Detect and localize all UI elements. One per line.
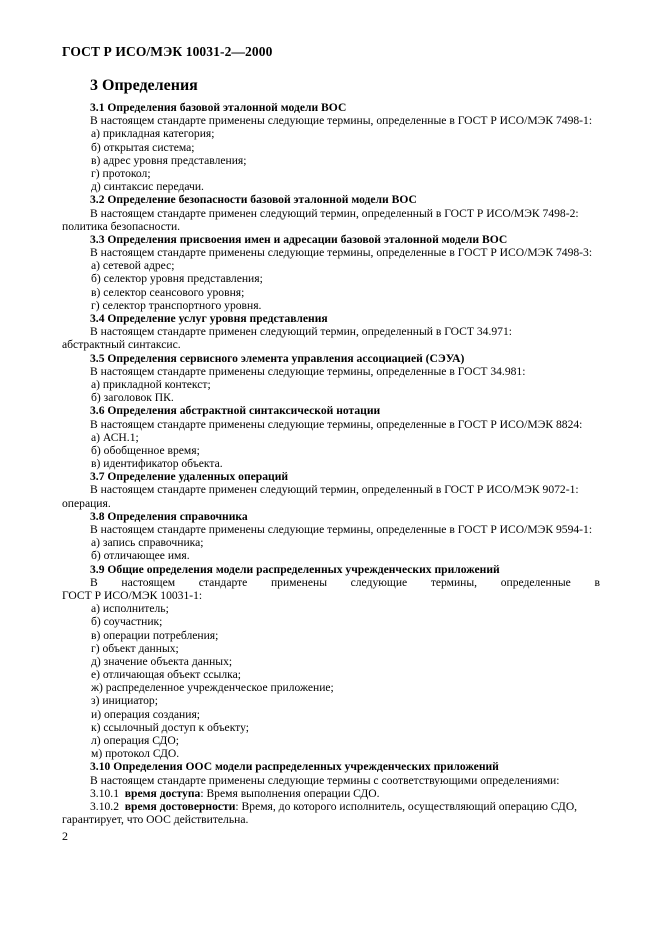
paragraph-continuation: ГОСТ Р ИСО/МЭК 10031-1:	[62, 588, 203, 602]
word: термины,	[430, 575, 478, 589]
word: настоящем	[121, 575, 176, 589]
paragraph-continuation: операция.	[62, 496, 111, 510]
list-item: а) запись справочника;	[91, 536, 204, 550]
subsection-title-3-7: 3.7 Определение удаленных операций	[90, 470, 289, 484]
list-item: е) отличающая объект ссылка;	[91, 668, 241, 682]
list-item: в) адрес уровня представления;	[91, 153, 247, 167]
paragraph: В настоящем стандарте применен следующий термин, определенный в ГОСТ Р ИСО/МЭК 7498-2:	[90, 206, 579, 220]
list-item: м) протокол СДО.	[91, 747, 180, 761]
word: определенные	[500, 575, 571, 589]
definition-term: время достоверности	[124, 799, 236, 813]
paragraph: В настоящем стандарте применены следующие термины, определенные в ГОСТ Р ИСО/МЭК 9594-1:	[90, 523, 593, 536]
subsection-title-3-6: 3.6 Определения абстрактной синтаксической нотации	[90, 404, 381, 418]
subsection-title-3-8: 3.8 Определения справочника	[90, 509, 248, 523]
definition-term: время доступа	[124, 786, 201, 800]
section-title: 3 Определения	[90, 77, 198, 94]
subsection-title-3-5: 3.5 Определения сервисного элемента управления ассоциацией (СЭУА)	[90, 351, 465, 365]
paragraph: В настоящем стандарте применены следующие термины, определенные в ГОСТ Р ИСО/МЭК 7498-1:	[90, 114, 593, 128]
paragraph: В настоящем стандарте применены следующие термины с соответствующими определениями:	[90, 773, 560, 787]
paragraph-continuation: абстрактный синтаксис.	[62, 338, 181, 352]
list-item: в) операции потребления;	[91, 628, 219, 642]
list-item: а) АСН.1;	[91, 430, 139, 444]
list-item: и) операция создания;	[91, 707, 201, 721]
word: следующие	[350, 575, 408, 589]
list-item: б) селектор уровня представления;	[91, 272, 263, 286]
list-item: б) отличающее имя.	[91, 549, 190, 563]
list-item: ж) распределенное учрежденческое приложение;	[91, 681, 334, 695]
list-item: г) протокол;	[91, 166, 151, 180]
paragraph: В настоящем стандарте применены следующие термины, определенные в ГОСТ Р ИСО/МЭК 8824:	[90, 417, 583, 431]
section-content	[62, 101, 600, 826]
word: стандарте	[198, 575, 248, 589]
list-item: б) обобщенное время;	[91, 443, 200, 457]
list-item: д) синтаксис передачи.	[91, 180, 204, 194]
definition-number: 3.10.2	[90, 799, 119, 813]
paragraph-continuation: политика безопасности.	[62, 219, 181, 233]
list-item: б) заголовок ПК.	[91, 391, 174, 405]
definition-number: 3.10.1	[90, 786, 119, 800]
definition-3-10-1	[62, 787, 600, 800]
subsection-title-3-3: 3.3 Определения присвоения имен и адресации базовой эталонной модели ВОС	[90, 232, 508, 246]
list-item: а) прикладной контекст;	[91, 377, 211, 391]
subsection-title-3-1: 3.1 Определения базовой эталонной модели ВОС	[90, 101, 347, 114]
list-item: б) открытая система;	[91, 140, 195, 154]
list-item: г) селектор транспортного уровня.	[91, 298, 262, 312]
document-header: ГОСТ Р ИСО/МЭК 10031-2—2000	[62, 44, 273, 59]
page-number: 2	[62, 829, 68, 843]
list-item: в) идентификатор объекта.	[91, 457, 223, 471]
list-item: д) значение объекта данных;	[91, 654, 233, 668]
list-item: к) ссылочный доступ к объекту;	[91, 720, 249, 734]
list-item: а) прикладная категория;	[91, 127, 215, 141]
list-item: з) инициатор;	[91, 694, 158, 708]
paragraph: В настоящем стандарте применен следующий термин, определенный в ГОСТ 34.971:	[90, 325, 512, 339]
list-item: а) сетевой адрес;	[91, 259, 175, 273]
paragraph: В настоящем стандарте применен следующий термин, определенный в ГОСТ Р ИСО/МЭК 9072-1:	[90, 483, 579, 497]
list-item: в) селектор сеансового уровня;	[91, 285, 245, 299]
paragraph-continuation: гарантирует, что ООС действительна.	[62, 813, 249, 827]
definition-text: : Время выполнения операции СДО.	[200, 786, 380, 800]
subsection-title-3-10: 3.10 Определения ООС модели распределенных учрежденческих приложений	[90, 760, 499, 774]
list-item: г) объект данных;	[91, 641, 179, 655]
subsection-title-3-2: 3.2 Определение безопасности базовой эталонной модели ВОС	[90, 193, 417, 207]
definition-text: : Время, до которого исполнитель, осуществляющий операцию СДО,	[235, 799, 578, 813]
list-item: б) соучастник;	[91, 615, 163, 629]
list-item: л) операция СДО;	[91, 734, 179, 747]
paragraph: В настоящем стандарте применены следующие термины, определенные в ГОСТ Р ИСО/МЭК 7498-3:	[90, 246, 593, 260]
subsection-title-3-4: 3.4 Определение услуг уровня представления	[90, 312, 328, 325]
word: В	[90, 575, 98, 589]
paragraph-justified	[62, 576, 600, 589]
definition-3-10-2	[62, 800, 600, 813]
paragraph: В настоящем стандарте применены следующие термины, определенные в ГОСТ 34.981:	[90, 364, 526, 378]
list-item: а) исполнитель;	[91, 602, 169, 616]
word: в	[594, 575, 600, 589]
word: применены	[270, 575, 327, 589]
subsection-title-3-9: 3.9 Общие определения модели распределенных учрежденческих приложений	[90, 562, 500, 576]
